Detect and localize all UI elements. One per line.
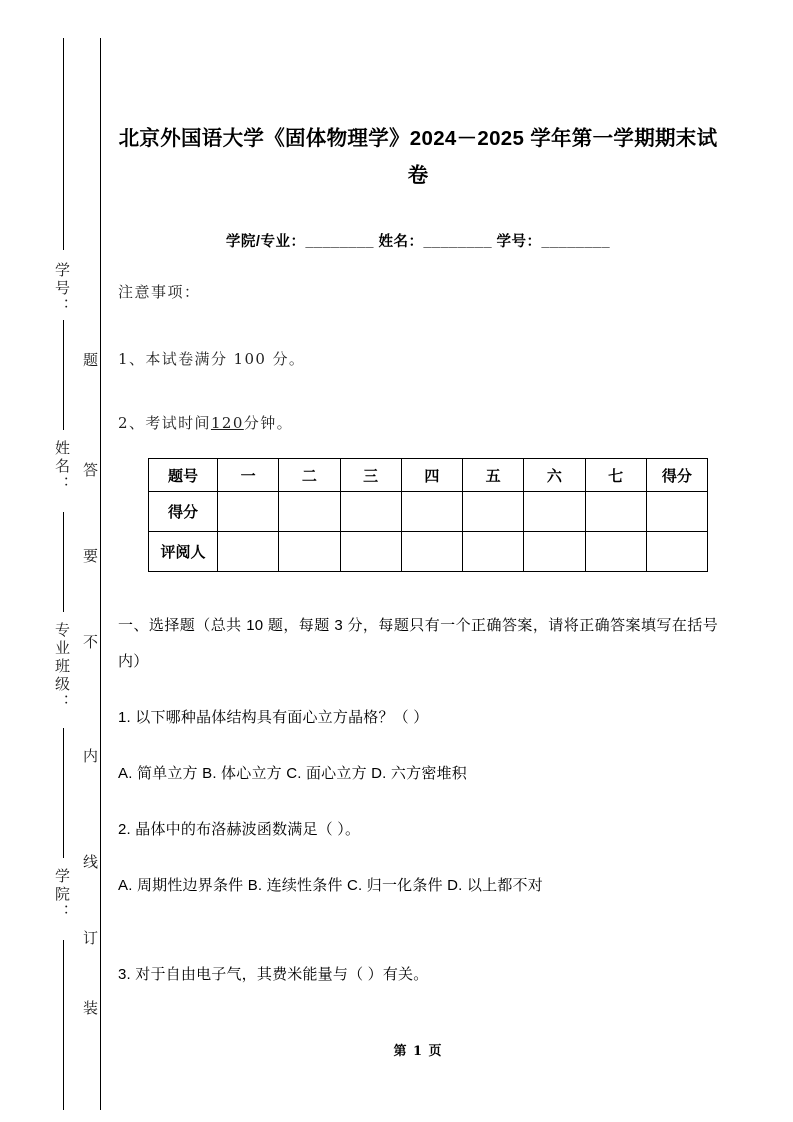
table-row	[149, 459, 708, 492]
score-cell[interactable]	[218, 492, 279, 532]
score-cell[interactable]	[585, 492, 646, 532]
score-table	[148, 458, 708, 572]
seal-char-7: 订	[81, 930, 99, 948]
binding-line-inner	[100, 38, 101, 1110]
score-row-label-score: 得分	[149, 492, 218, 532]
margin-label-student-id: 学号：	[53, 262, 71, 316]
seal-char-1: 题	[81, 352, 99, 370]
score-table-header-0: 题号	[149, 459, 218, 492]
score-row-label-grader: 评阅人	[149, 532, 218, 572]
grader-cell[interactable]	[585, 532, 646, 572]
seal-char-6: 线	[81, 854, 99, 872]
page-title: 北京外国语大学《固体物理学》2024－2025 学年第一学期期末试卷	[118, 127, 718, 187]
score-cell[interactable]	[340, 492, 401, 532]
grader-cell[interactable]	[279, 532, 340, 572]
student-info-line: 学院/专业：________ 姓名：________ 学号：________	[225, 234, 611, 250]
grader-cell[interactable]	[524, 532, 585, 572]
table-row	[149, 532, 708, 572]
question-3-stem: 3. 对于自由电子气，其费米能量与（ ）有关。	[118, 966, 429, 983]
exam-duration-value: 120	[210, 414, 244, 432]
score-table-header-3: 三	[340, 459, 401, 492]
section-heading-choice: 一、选择题（总共 10 题，每题 3 分，每题只有一个正确答案，请将正确答案填写在括号内）	[118, 617, 718, 670]
notices-heading: 注意事项：	[118, 283, 201, 301]
notice-item-2-suffix: 分钟。	[243, 414, 293, 432]
seal-char-8: 装	[81, 1000, 99, 1018]
table-row	[149, 492, 708, 532]
score-table-header-6: 六	[524, 459, 585, 492]
seal-char-5: 内	[81, 748, 99, 766]
question-1-stem: 1. 以下哪种晶体结构具有面心立方晶格？（ ）	[118, 709, 429, 726]
notice-item-2	[118, 412, 293, 433]
grader-cell[interactable]	[340, 532, 401, 572]
score-table-header-8: 得分	[646, 459, 707, 492]
score-cell[interactable]	[646, 492, 707, 532]
notice-item-2-prefix: 2、考试时间	[118, 414, 211, 432]
score-cell[interactable]	[463, 492, 524, 532]
binding-line-outer-segment-3	[63, 512, 64, 612]
binding-line-outer-segment-5	[63, 940, 64, 1110]
score-cell[interactable]	[401, 492, 462, 532]
seal-char-3: 要	[81, 548, 99, 566]
grader-cell[interactable]	[401, 532, 462, 572]
seal-char-2: 答	[81, 462, 99, 480]
notice-item-1: 1、本试卷满分 100 分。	[118, 350, 306, 368]
margin-label-class: 专业班级：	[53, 622, 71, 712]
score-table-header-7: 七	[585, 459, 646, 492]
score-table-header-4: 四	[401, 459, 462, 492]
binding-line-outer-segment-4	[63, 728, 64, 858]
question-1-options: A. 简单立方 B. 体心立方 C. 面心立方 D. 六方密堆积	[118, 765, 467, 782]
score-cell[interactable]	[279, 492, 340, 532]
grader-cell[interactable]	[218, 532, 279, 572]
score-table-header-5: 五	[463, 459, 524, 492]
grader-cell[interactable]	[646, 532, 707, 572]
binding-line-outer-segment-2	[63, 320, 64, 430]
binding-line-outer-segment-1	[63, 38, 64, 250]
score-cell[interactable]	[524, 492, 585, 532]
question-2-stem: 2. 晶体中的布洛赫波函数满足（ ）。	[118, 821, 361, 838]
binding-margin	[0, 0, 110, 1122]
document-body	[118, 0, 718, 1122]
margin-label-name: 姓名：	[53, 440, 71, 494]
page-footer: 第 1 页	[393, 1044, 443, 1059]
score-table-header-2: 二	[279, 459, 340, 492]
margin-label-college: 学院：	[53, 868, 71, 922]
question-2-options: A. 周期性边界条件 B. 连续性条件 C. 归一化条件 D. 以上都不对	[118, 877, 543, 894]
seal-char-4: 不	[81, 634, 99, 652]
score-table-header-1: 一	[218, 459, 279, 492]
grader-cell[interactable]	[463, 532, 524, 572]
